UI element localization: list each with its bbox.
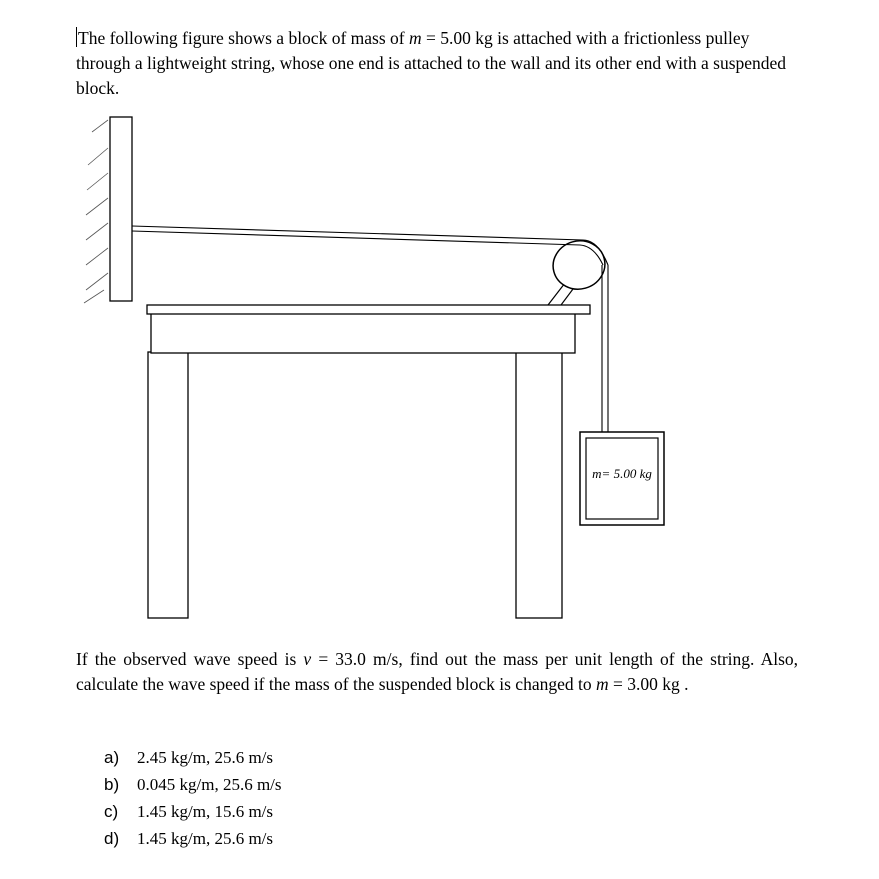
option-b[interactable]	[104, 771, 282, 798]
speed-value: = 33.0 m/s	[311, 649, 399, 669]
wall	[110, 117, 132, 301]
option-c[interactable]	[104, 798, 282, 825]
wall-hatching	[84, 120, 108, 303]
option-a[interactable]	[104, 744, 282, 771]
answer-options	[104, 744, 282, 852]
speed-symbol: v	[303, 649, 312, 669]
question-text-1: If the observed wave speed is	[76, 649, 304, 669]
table-apron	[151, 313, 575, 353]
option-text: 2.45 kg/m, 25.6 m/s	[137, 748, 274, 767]
option-label: a)	[104, 748, 120, 767]
mass-symbol-2: m	[595, 674, 609, 694]
option-label: c)	[104, 802, 119, 821]
option-label: b)	[104, 775, 120, 794]
intro-text-2: is attached with a frictionless pulley through a lightweight string, whose one end is attached to the wall and its other end with a suspended block.	[76, 28, 787, 98]
table-leg-left	[148, 352, 188, 618]
option-label: d)	[104, 829, 120, 848]
option-text: 0.045 kg/m, 25.6 m/s	[137, 775, 282, 794]
question-text	[76, 647, 798, 697]
mass-value: = 5.00 kg	[421, 28, 493, 48]
table-leg-right	[516, 352, 562, 618]
intro-text-1: The following figure shows a block of mass of	[78, 28, 409, 48]
mass-symbol: m	[408, 28, 422, 48]
question-text-3: .	[679, 674, 689, 694]
option-text: 1.45 kg/m, 15.6 m/s	[137, 802, 274, 821]
block-mass-label: m= 5.00 kg	[592, 466, 652, 481]
table	[147, 305, 590, 618]
option-text: 1.45 kg/m, 25.6 m/s	[137, 829, 274, 848]
mass-value-2: = 3.00 kg	[608, 674, 680, 694]
table-top	[147, 305, 590, 314]
question-text-2: , find out the mass per unit length of the string. Also, calculate the wave speed if the mass of the suspended block is changed to	[76, 649, 798, 694]
option-d[interactable]	[104, 825, 282, 852]
